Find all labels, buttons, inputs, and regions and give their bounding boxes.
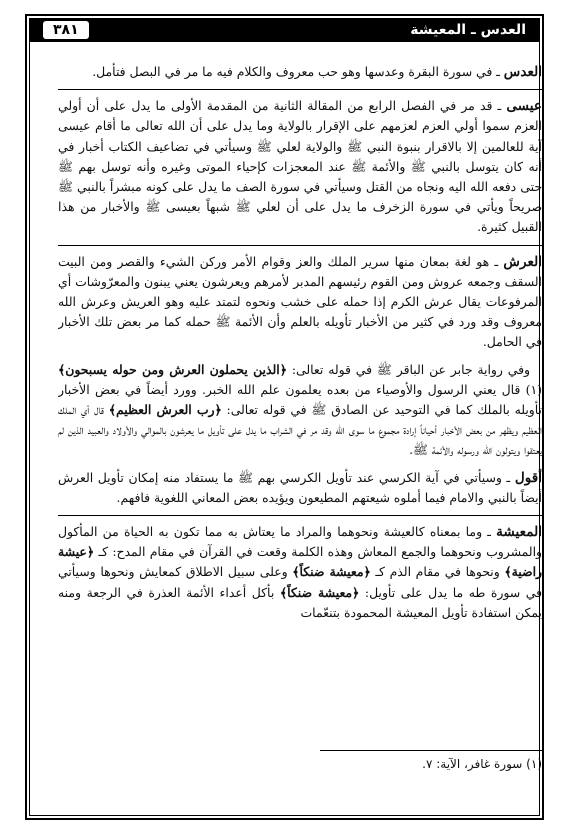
- entry-arsh-riwaya: [58, 360, 542, 461]
- entry-text: ونحوها في مقام الذم كـ: [370, 564, 505, 580]
- running-header: [29, 18, 540, 42]
- entry-adas: [58, 62, 542, 82]
- entry-text: ـ في سورة البقرة وعدسها وهو حب معروف والكلام فيه ما مر في البصل فتأمل.: [92, 64, 504, 79]
- entry-term: العدس: [503, 64, 542, 80]
- header-title: العدس ـ المعيشة: [410, 22, 526, 38]
- entry-text: ـ هو لغة بمعان منها سرير الملك والعز وقوام الأمر وركن الشيء والقصر ومن البيت السقف وجمعه عروش ومن القوم رئيسهم المدبر لأمرهم ويعرشون يعني يبنون والمعرّوشات أي المرفوعات يقال عرش الكرم إذا حمله على خشب ونحوه لتمتد عليه وهو العريش وعرش الله معروف وقد ورد في كثير من الأخبار تأويله بالعلم وأن الأئمة ﷺ حمله كما مر بعض تلك الأخبار في الحامل.: [58, 253, 542, 350]
- entry-term: العرش: [503, 253, 542, 270]
- entry-text: قال أي الملك العظيم ويظهر من بعض الأخبار أحياناً إرادة مجموع ما سوى الله وقد مر في الشراب ما يدل على تأويل ما يعرشون بالموالي والأولاد والعبيد الذين لم يعتقوا ويتولون الله ورسوله والأئمة ﷺ.: [58, 402, 542, 458]
- entry-maisha: [58, 522, 542, 623]
- entry-term: عيسى: [506, 98, 542, 115]
- entry-aqul: [58, 468, 542, 508]
- quran-quote: ﴿معيشة ضنكاً﴾: [279, 584, 360, 600]
- entry-text: بأكل أعداء الأئمة العذرة في الرجعة ومنه يمكن استفادة تأويل المعيشة المحمودة بتنعّمات: [58, 584, 542, 620]
- entry-arsh: [58, 252, 542, 353]
- footnote: (١) سورة غافر، الآية: ٧.: [422, 757, 542, 771]
- entry-separator: [58, 245, 542, 246]
- entry-text: وفي رواية جابر عن الباقر ﷺ في قوله تعالى:: [286, 361, 530, 377]
- entry-text: ـ وما بمعناه كالعيشة ونحوهما والمراد ما يعتاش به مما تكون به الحياة من المأكول والمشروب ونحوهما والجمع المعاش وهذه الكلمة وقعت في القرآن في مقام المدح: كـ: [58, 524, 542, 560]
- quran-quote: ﴿عيشة راضية﴾: [58, 544, 542, 580]
- entry-text: (١) قال يعني الرسول والأوصياء من بعده يعلمون علم الله الخبر. وورد أيضاً في بعض الأخبار تأويله بالملك كما في التوحيد عن الصادق ﷺ في قوله تعالى:: [58, 381, 542, 418]
- entry-separator: [58, 515, 542, 516]
- quran-quote: ﴿الذين يحملون العرش ومن حوله يسبحون﴾: [58, 361, 287, 377]
- entry-text: وعلى سبيل الاطلاق كمعايش ونحوها وسيأتي في سورة طه ما يدل على تأويل:: [58, 564, 542, 600]
- page-number: ٣٨١: [43, 21, 89, 39]
- entry-separator: [58, 89, 542, 90]
- quran-quote: ﴿معيشة ضنكاً﴾: [292, 564, 371, 580]
- entry-text: ـ قد مر في الفصل الرابع من المقالة الثانية من المقدمة الأولى ما يدل على أن أولي العزم سموا أولي العزم لعزمهم على الإقرار بالولاية وما يدل على أن الله تعالى ما أقام عيسى آية للعالمين إلا بالاقرار بنبوة النبي ﷺ والولاية لعلي ﷺ وسيأتي في تضاعيف الكتاب أخبار في أنه كان يتوسل بالنبي ﷺ والأئمة ﷺ عند المعجزات كإحياء الموتى وغيره وأنه توسل بهم ﷺ حتى دفعه الله اليه ونجاه من القتل وسيأتي في سورة الصف ما يدل على كونه مبشراً بالنبي ﷺ صريحاً ويأتي في سورة الزخرف ما يدل على أن لعلي ﷺ شبهاً بعيسى ﷺ والأخبار من هذا القبيل كثيرة.: [58, 98, 542, 235]
- entry-text: ـ وسيأتي في آية الكرسي عند تأويل الكرسي بهم ﷺ ما يستفاد منه إمكان تأويل العرش أيضاً بالنبي والامام فيما أملوه شيعتهم المطيعون ويؤيده بعض المعاني اللغوية فافهم.: [58, 469, 542, 505]
- entry-term: أقول: [514, 469, 542, 486]
- quran-quote: ﴿رب العرش العظيم﴾: [108, 402, 222, 418]
- entry-term: المعيشة: [496, 524, 542, 541]
- entry-isa: [58, 96, 542, 237]
- footnote-rule: [320, 750, 542, 751]
- page-body: [58, 62, 542, 762]
